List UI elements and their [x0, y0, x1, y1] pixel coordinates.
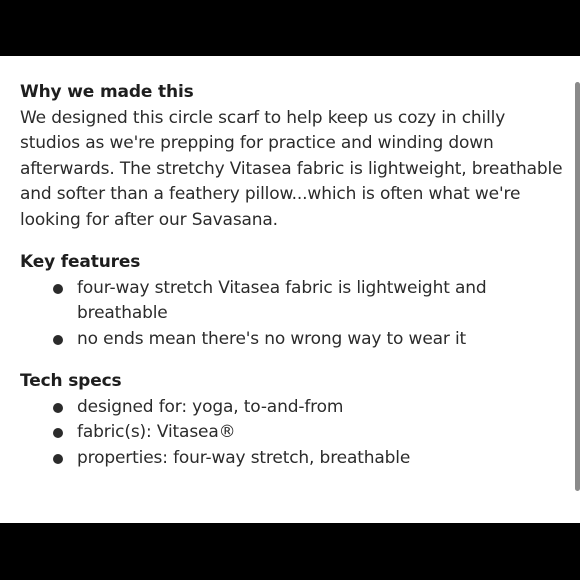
product-description-panel	[0, 56, 580, 523]
bullet-icon	[53, 284, 63, 294]
features-list	[20, 276, 565, 353]
specs-list	[20, 395, 565, 472]
specs-section	[20, 369, 565, 471]
feature-text: no ends mean there's no wrong way to wear it	[77, 328, 467, 349]
features-heading: Key features	[20, 252, 141, 272]
specs-heading: Tech specs	[20, 371, 122, 391]
list-item	[20, 276, 565, 327]
list-item	[20, 446, 565, 472]
bullet-icon	[53, 454, 63, 464]
spec-text: designed for: yoga, to-and-from	[77, 396, 344, 417]
description-content	[20, 80, 565, 488]
why-heading: Why we made this	[20, 82, 194, 102]
bullet-icon	[53, 403, 63, 413]
bullet-icon	[53, 428, 63, 438]
spec-text: properties: four-way stretch, breathable	[77, 447, 411, 468]
spec-text: fabric(s): Vitasea®	[77, 422, 236, 442]
feature-text: four-way stretch Vitasea fabric is lightweight and breathable	[77, 277, 487, 323]
list-item	[20, 420, 565, 446]
features-section	[20, 250, 565, 352]
bullet-icon	[53, 335, 63, 345]
scrollbar[interactable]	[575, 82, 580, 491]
why-body: We designed this circle scarf to help keep us cozy in chilly studios as we're prepping for practice and winding down afterwards. The stretchy Vitasea fabric is lightweight, breathable and softer than a feathery pillow...which is often what we're looking for after our Savasana.	[20, 107, 563, 230]
list-item	[20, 395, 565, 421]
why-section	[20, 80, 565, 233]
list-item	[20, 327, 565, 353]
